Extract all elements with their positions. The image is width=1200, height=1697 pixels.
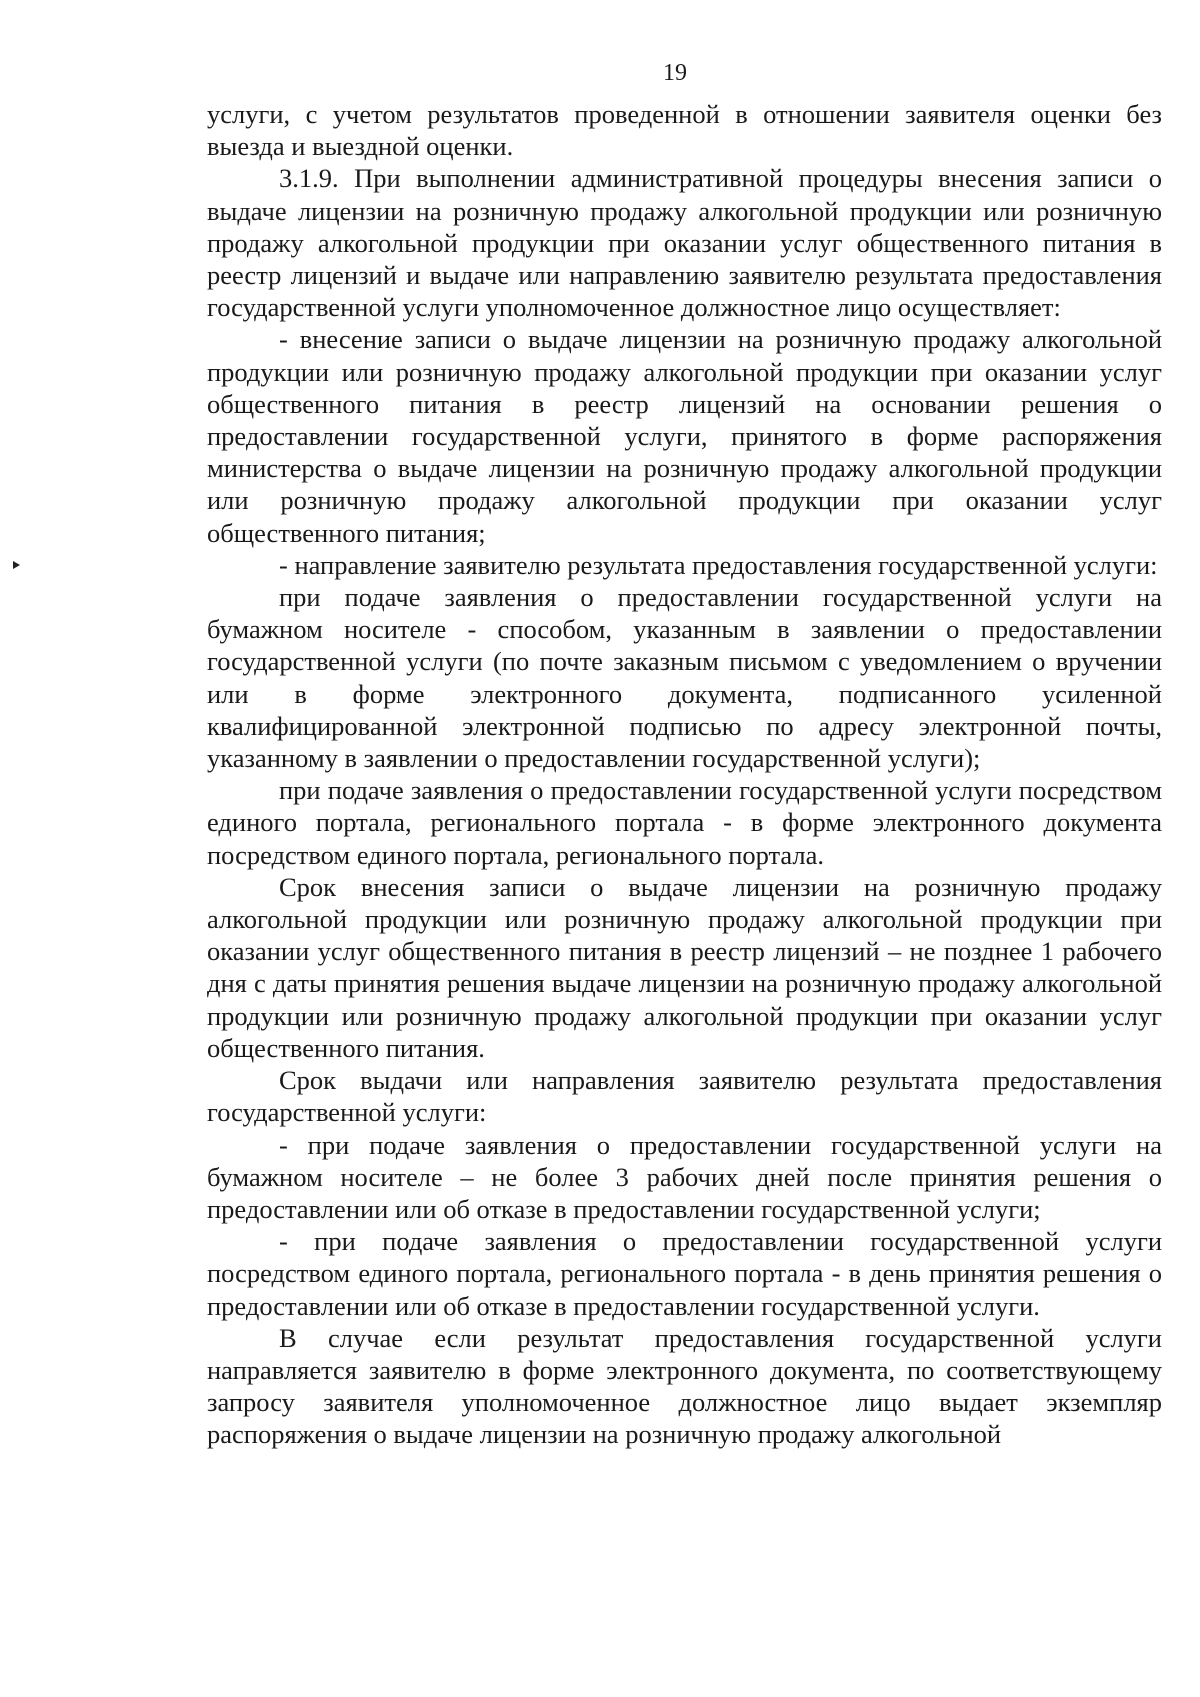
- paragraph-delivery-deadline: Срок выдачи или направления заявителю результата предоставления государственной услуги:: [207, 1065, 1162, 1128]
- paragraph-portal-deadline: - при подаче заявления о предоставлении государственной услуги посредством единого портала, регионального портала - в день принятия решения о предоставлении или об отказе в предоставлении государственной услуги.: [207, 1226, 1162, 1321]
- paragraph-portal-submission: при подаче заявления о предоставлении государственной услуги посредством единого портала, регионального портала - в форме электронного документа посредством единого портала, регионального портала.: [207, 775, 1162, 870]
- paragraph-paper-deadline: - при подаче заявления о предоставлении государственной услуги на бумажном носителе – не более 3 рабочих дней после принятия решения о предоставлении или об отказе в предоставлении государственной услуги;: [207, 1129, 1162, 1224]
- document-body: [207, 98, 1162, 1451]
- paragraph-3-1-9: 3.1.9. При выполнении административной процедуры внесения записи о выдаче лицензии на розничную продажу алкогольной продукции или розничную продажу алкогольной продукции при оказании услуг общественного питания в реестр лицензий и выдаче или направлению заявителю результата предоставления государственной услуги уполномоченное должностное лицо осуществляет:: [207, 163, 1162, 323]
- paragraph-1: услуги, с учетом результатов проведенной в отношении заявителя оценки без выезда и выездной оценки.: [207, 99, 1162, 162]
- paragraph-result-delivery: - направление заявителю результата предоставления государственной услуги:: [279, 549, 1158, 580]
- paragraph-paper-submission: при подаче заявления о предоставлении государственной услуги на бумажном носителе - способом, указанным в заявлении о предоставлении государственной услуги (по почте заказным письмом с уведомлением о вручении или в форме электронного документа, подписанного усиленной квалифицированной электронной подписью по адресу электронной почты, указанному в заявлении о предоставлении государственной услуги);: [207, 582, 1162, 774]
- paragraph-record-deadline: Срок внесения записи о выдаче лицензии на розничную продажу алкогольной продукции или розничную продажу алкогольной продукции при оказании услуг общественного питания в реестр лицензий – не позднее 1 рабочего дня с даты принятия решения выдаче лицензии на розничную продажу алкогольной продукции или розничную продажу алкогольной продукции при оказании услуг общественного питания.: [207, 871, 1162, 1063]
- paragraph-electronic-copy: В случае если результат предоставления государственной услуги направляется заявителю в форме электронного документа, по соответствующему запросу заявителя уполномоченное должностное лицо выдает экземпляр распоряжения о выдаче лицензии на розничную продажу алкогольной: [207, 1322, 1162, 1450]
- page-number: 19: [663, 60, 687, 86]
- margin-arrow-icon: [13, 561, 20, 569]
- paragraph-record-entry: - внесение записи о выдаче лицензии на розничную продажу алкогольной продукции или розничную продажу алкогольной продукции при оказании услуг общественного питания в реестр лицензий на основании решения о предоставлении государственной услуги, принятого в форме распоряжения министерства о выдаче лицензии на розничную продажу алкогольной продукции или розничную продажу алкогольной продукции при оказании услуг общественного питания;: [207, 324, 1162, 548]
